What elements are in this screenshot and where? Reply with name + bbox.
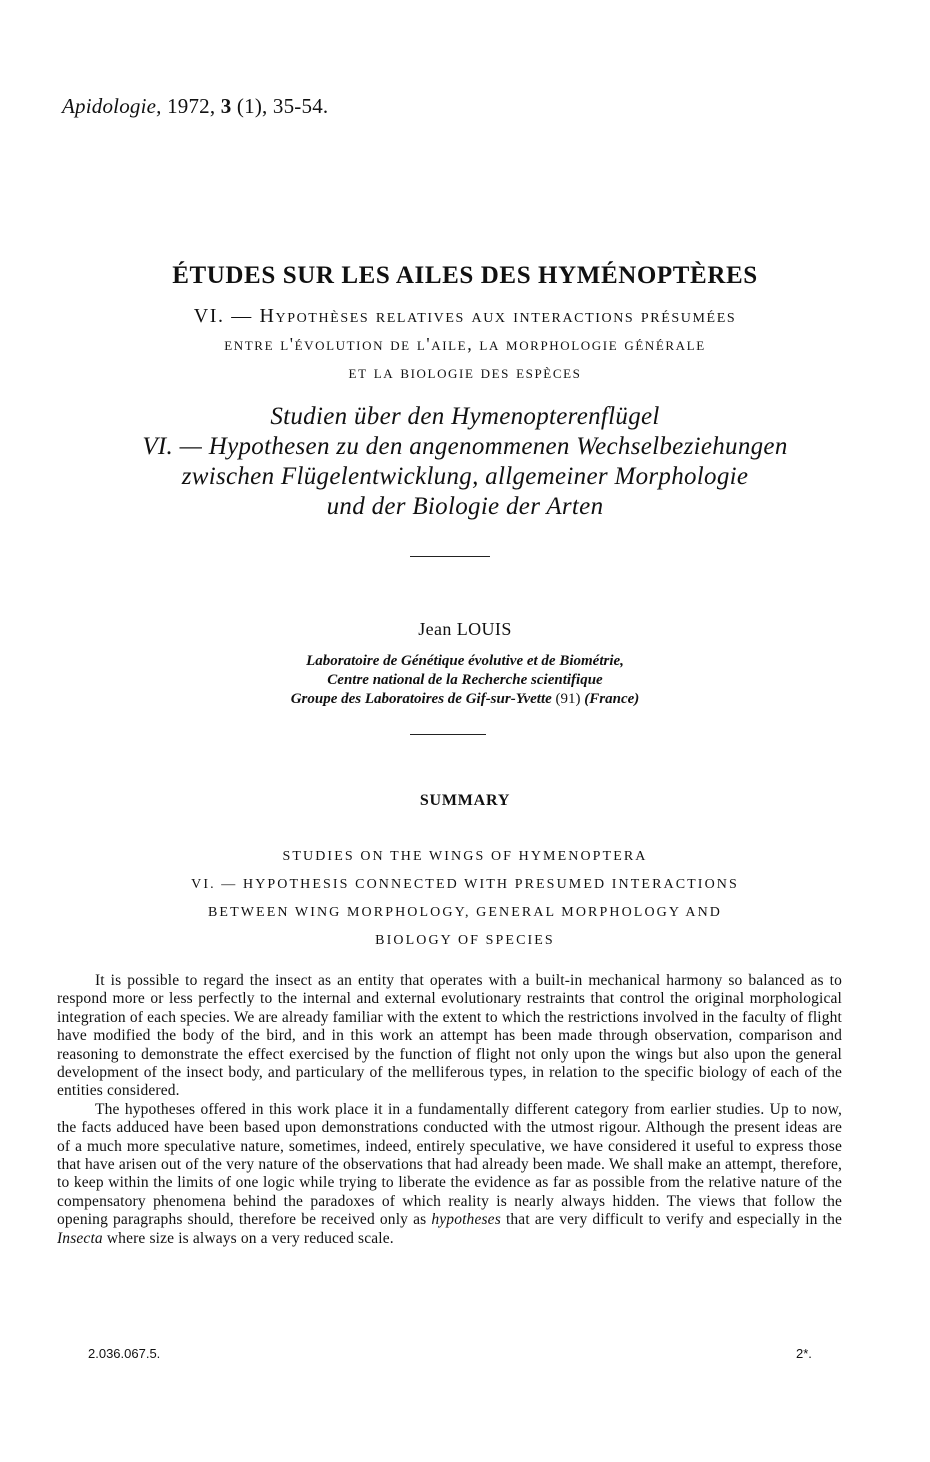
- body-paragraph: It is possible to regard the insect as an entity that operates with a built-in mechanical harmony so balanced as to respond more or less perfectly to the internal and external evolutionary restraints that control the original morphological integration of each species. We are already familiar with the extent to which the restrictions involved in the faculty of flight have modified the body of the bird, and in this work an attempt has been made through observation, comparison and reasoning to demonstrate the effect exercised by the function of flight not only upon the wings but also upon the general development of the insect body, and particulary of the melliferous types, in relation to the specific biology of each of the entities considered.: [57, 972, 842, 1100]
- affiliation-lab-group: Groupe des Laboratoires de Gif-sur-Yvette: [290, 691, 552, 707]
- french-subtitle: [0, 302, 930, 386]
- summary-title-line: VI. — HYPOTHESIS CONNECTED WITH PRESUMED INTERACTIONS: [191, 877, 739, 892]
- french-subtitle-line: et la biologie des espèces: [348, 362, 582, 382]
- author-affiliation: [0, 652, 930, 709]
- summary-title-line: STUDIES ON THE WINGS OF HYMENOPTERA: [282, 849, 648, 864]
- journal-name: Apidologie,: [62, 94, 162, 118]
- summary-title-line: BIOLOGY OF SPECIES: [375, 933, 555, 948]
- german-title-line: VI. — Hypothesen zu den angenommenen Wechselbeziehungen: [142, 433, 788, 460]
- affiliation-country: (France): [584, 691, 640, 707]
- citation-year: 1972,: [167, 94, 216, 118]
- body-emphasis: hypotheses: [431, 1211, 501, 1229]
- divider-rule: [410, 556, 490, 557]
- german-title-line: und der Biologie der Arten: [326, 493, 604, 520]
- body-text-run: where size is always on a very reduced scale.: [106, 1229, 394, 1247]
- journal-citation: [62, 94, 328, 119]
- body-paragraph: [57, 1101, 842, 1248]
- affiliation-line: Laboratoire de Génétique évolutive et de Biométrie,: [306, 653, 624, 669]
- author-name: Jean LOUIS: [418, 619, 512, 639]
- divider-rule: [410, 734, 486, 735]
- body-emphasis: Insecta: [57, 1229, 103, 1247]
- affiliation-department: (91): [555, 691, 581, 707]
- affiliation-line: Centre national de la Recherche scientifique: [327, 672, 603, 688]
- german-title: [0, 402, 930, 522]
- french-title: ÉTUDES SUR LES AILES DES HYMÉNOPTÈRES: [172, 262, 758, 289]
- summary-title: [0, 843, 930, 955]
- summary-heading: SUMMARY: [419, 792, 511, 809]
- summary-body: [57, 972, 842, 1248]
- summary-title-line: BETWEEN WING MORPHOLOGY, GENERAL MORPHOLOGY AND: [207, 905, 723, 920]
- german-title-line: zwischen Flügelentwicklung, allgemeiner Morphologie: [181, 463, 749, 490]
- body-text-run: The hypotheses offered in this work place it in a fundamentally different category from earlier studies. Up to now, the facts adduced have been based upon demonstrations conducted with the utmost rigour. Although the present ideas are of a much more speculative nature, sometimes, indeed, entirely speculative, we have considered it useful to express those that have arisen out of the very nature of the observations that had already been made. We shall make an attempt, therefore, to keep within the limits of one logic while trying to liberate the evidence as far as possible from the relative nature of the compensatory phenomena behind the paradoxes of which reality is nearly always hidden. The views that follow the opening paragraphs should, therefore be received only as: [57, 1100, 842, 1229]
- german-title-line: Studien über den Hymenopterenflügel: [270, 403, 660, 430]
- citation-issue-pages: (1), 35-54.: [236, 94, 329, 118]
- french-subtitle-line: entre l'évolution de l'aile, la morphologie générale: [224, 334, 706, 354]
- print-code: 2.036.067.5.: [88, 1346, 161, 1361]
- citation-volume: 3: [220, 94, 232, 118]
- signature-mark: 2*.: [796, 1346, 812, 1361]
- body-text-run: that are very difficult to verify and especially in the: [505, 1211, 842, 1229]
- french-subtitle-line: VI. — Hypothèses relatives aux interactions présumées: [193, 305, 737, 327]
- affiliation-line: [0, 690, 930, 709]
